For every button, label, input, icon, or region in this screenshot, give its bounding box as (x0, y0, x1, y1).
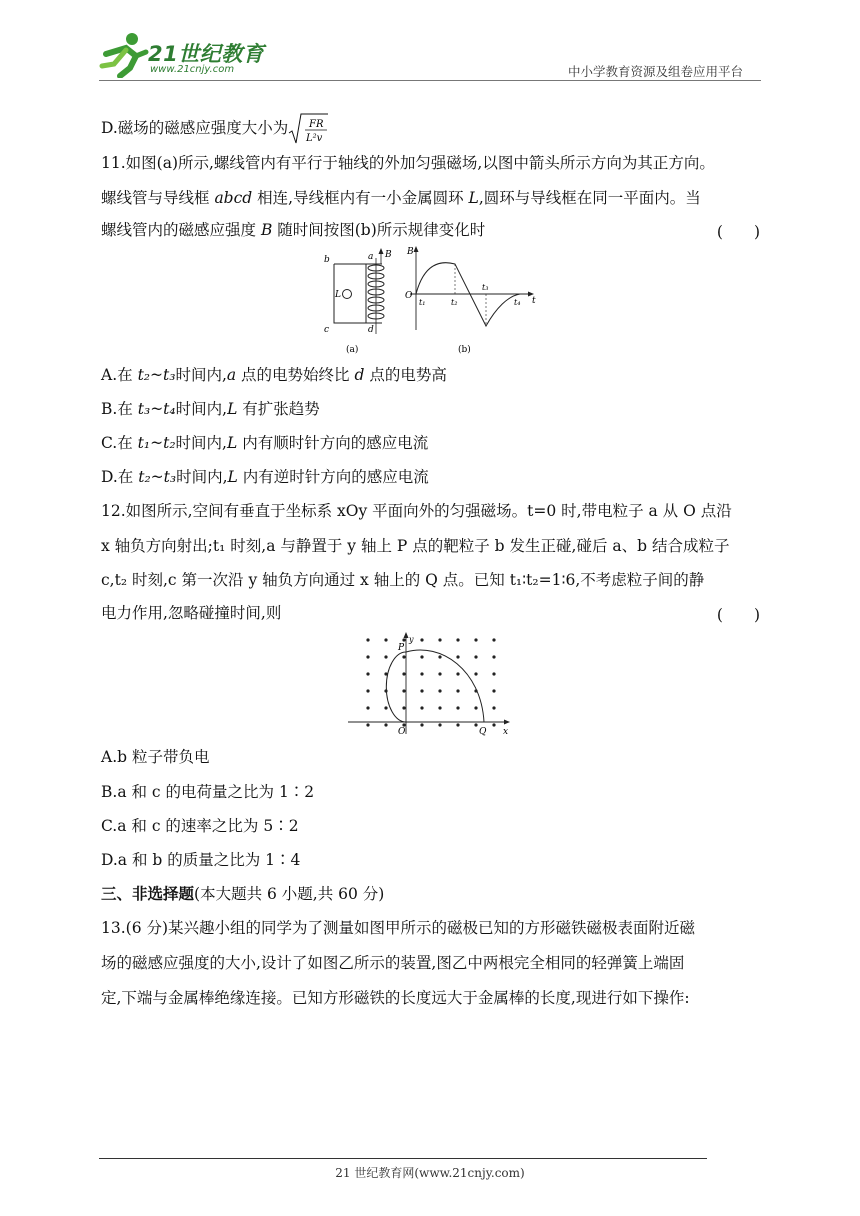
text-run: 时间内, (176, 468, 228, 486)
text-run: 点的电势始终比 (236, 366, 355, 384)
sqrt-radical-icon (288, 112, 328, 146)
text-run: C.在 (101, 434, 138, 452)
field-dot-icon (456, 706, 459, 709)
q10-option-d-text: D.磁场的磁感应强度大小为 (101, 119, 289, 137)
caption-a: (a) (346, 345, 359, 355)
text-run: 螺线管与导线框 (101, 189, 215, 207)
q13-stem-line1: 13.(6 分)某兴趣小组的同学为了测量如图甲所示的磁极已知的方形磁铁磁极表面附近磁 (101, 919, 696, 937)
runner-logo-icon (96, 30, 152, 78)
logo-url: www.21cnjy.com (150, 64, 235, 75)
tick-t1: t₁ (419, 298, 426, 307)
q13-stem-line2: 场的磁感应强度的大小,设计了如图乙所示的装置,图乙中两根完全相同的轻弹簧上端固 (101, 954, 685, 972)
field-dot-icon (366, 655, 369, 658)
caption-b: (b) (458, 345, 471, 355)
q11-option-b (101, 399, 320, 419)
label-b: b (324, 255, 330, 265)
field-dot-icon (420, 672, 423, 675)
field-dot-icon (402, 638, 405, 641)
field-dot-icon (474, 672, 477, 675)
q12-option-a: A.b 粒子带负电 (101, 748, 210, 766)
field-dot-icon (438, 655, 441, 658)
origin-label: O (405, 291, 413, 301)
field-dot-icon (366, 638, 369, 641)
var-L: L (468, 189, 479, 207)
field-dot-icon (366, 689, 369, 692)
q10-option-d (101, 112, 328, 146)
time-interval: t₂~t₃ (138, 468, 177, 486)
time-interval: t₁~t₂ (137, 434, 176, 452)
field-dot-icon (438, 638, 441, 641)
frac-denominator: L²v (306, 133, 323, 144)
figure-b-graph (405, 246, 536, 355)
field-dot-icon (456, 672, 459, 675)
q11-stem-line1: 11.如图(a)所示,螺线管内有平行于轴线的外加匀强磁场,以图中箭头所示方向为其正方向。 (101, 154, 715, 172)
logo-text: 21世纪教育 (148, 42, 265, 66)
field-dot-icon (456, 638, 459, 641)
field-dot-icon (456, 723, 459, 726)
text-run: ,圆环与导线框在同一平面内。当 (478, 189, 701, 207)
field-dot-icon (384, 706, 387, 709)
field-dot-icon (456, 655, 459, 658)
footer-rule (99, 1158, 707, 1159)
field-dot-icon (438, 706, 441, 709)
field-dot-icon (402, 655, 405, 658)
field-dot-icon (384, 723, 387, 726)
q11-option-c (101, 433, 428, 453)
text-run: 随时间按图(b)所示规律变化时 (272, 221, 486, 239)
q12-stem-line4: 电力作用,忽略碰撞时间,则 (101, 604, 282, 622)
q11-answer-paren: ( ) (716, 223, 760, 241)
field-dot-icon (492, 672, 495, 675)
label-d: d (368, 325, 374, 335)
frac-numerator: FR (309, 119, 324, 130)
field-dot-icon (492, 638, 495, 641)
q12-stem-line1: 12.如图所示,空间有垂直于坐标系 xOy 平面向外的匀强磁场。t=0 时,带电粒子 a 从 O 点沿 (101, 502, 732, 520)
sqrt-expression (288, 112, 328, 146)
field-dot-icon (366, 706, 369, 709)
field-dot-icon (492, 689, 495, 692)
field-dot-icon (474, 723, 477, 726)
text-run: 有扩张趋势 (237, 400, 320, 418)
metal-ring-icon (343, 290, 352, 299)
footer-text: 21 世纪教育网(www.21cnjy.com) (335, 1166, 525, 1180)
field-dot-icon (492, 723, 495, 726)
text-run: 时间内, (175, 400, 228, 418)
q12-option-b: B.a 和 c 的电荷量之比为 1∶2 (101, 783, 315, 801)
section3-heading (101, 884, 384, 904)
field-dot-icon (384, 638, 387, 641)
q12-stem-line2: x 轴负方向射出;t₁ 时刻,a 与静置于 y 轴上 P 点的靶粒子 b 发生正碰,碰后 a、b 结合成粒子 (101, 537, 730, 555)
text-run: 内有逆时针方向的感应电流 (237, 468, 429, 486)
q13-stem-line3: 定,下端与金属棒绝缘连接。已知方形磁铁的长度远大于金属棒的长度,现进行如下操作: (101, 989, 690, 1007)
field-dot-icon (438, 672, 441, 675)
var: d (354, 366, 365, 384)
field-dot-icon (420, 706, 423, 709)
text-run: 点的电势高 (364, 366, 447, 384)
label-B: B (385, 250, 392, 260)
field-dot-icon (492, 655, 495, 658)
field-arrow-icon (379, 248, 384, 254)
label-c: c (324, 325, 330, 335)
axis-label-y: y (409, 635, 414, 644)
axis-label-t: t (532, 296, 536, 306)
var: L (226, 434, 238, 452)
q11-figure (318, 244, 550, 360)
text-run: 时间内, (175, 434, 227, 452)
var: L (227, 468, 238, 486)
field-dot-icon (474, 706, 477, 709)
text-run: D.在 (101, 468, 139, 486)
var: L (227, 400, 238, 418)
q11-option-d (101, 467, 429, 487)
field-dot-icon (420, 689, 423, 692)
field-dot-icon (366, 672, 369, 675)
point-P: P (398, 643, 405, 653)
field-dot-icon (366, 723, 369, 726)
q12-answer-paren: ( ) (716, 606, 760, 624)
text-run: A.在 (101, 366, 138, 384)
var: a (226, 366, 237, 384)
label-L: L (335, 290, 341, 300)
field-dot-icon (474, 655, 477, 658)
q12-stem-line3: c,t₂ 时刻,c 第一次沿 y 轴负方向通过 x 轴上的 Q 点。已知 t₁∶t₂=1∶6,不考虑粒子间的静 (101, 571, 705, 589)
q11-stem-line3 (101, 220, 485, 240)
figure-a (324, 248, 392, 355)
tick-t3: t₃ (482, 283, 489, 292)
field-dot-icon (402, 672, 405, 675)
var-abcd: abcd (214, 189, 253, 207)
header-platform-text: 中小学教育资源及组卷应用平台 (568, 64, 744, 79)
field-dot-icon (402, 689, 405, 692)
field-dot-icon (438, 723, 441, 726)
field-dot-icon (474, 638, 477, 641)
field-dot-icon (402, 706, 405, 709)
field-dot-icon (384, 655, 387, 658)
q12-option-c: C.a 和 c 的速率之比为 5∶2 (101, 817, 299, 835)
field-dot-icon (438, 689, 441, 692)
text-run: B.在 (101, 400, 138, 418)
origin-O: O (398, 727, 406, 737)
field-dot-icon (420, 655, 423, 658)
magnetic-field-dots (366, 638, 495, 726)
field-dot-icon (492, 706, 495, 709)
axis-label-x: x (503, 727, 509, 737)
section-note: (本大题共 6 小题,共 60 分) (194, 885, 385, 903)
tick-t2: t₂ (451, 298, 458, 307)
field-dot-icon (420, 723, 423, 726)
point-Q: Q (479, 727, 487, 737)
section-title: 三、非选择题 (101, 884, 195, 903)
var-B: B (260, 221, 273, 239)
tick-t4: t₄ (514, 298, 521, 307)
text-run: 相连,导线框内有一小金属圆环 (252, 189, 469, 207)
text-run: 时间内, (175, 366, 227, 384)
text-run: 螺线管内的磁感应强度 (101, 221, 261, 239)
time-interval: t₂~t₃ (137, 366, 176, 384)
field-dot-icon (456, 689, 459, 692)
q12-figure (346, 630, 516, 738)
axis-label-B: B (407, 247, 414, 257)
particle-trajectory (386, 650, 484, 722)
q11-option-a (101, 365, 447, 385)
q11-stem-line2 (101, 188, 701, 208)
q12-option-d: D.a 和 b 的质量之比为 1∶4 (101, 851, 301, 869)
field-dot-icon (420, 638, 423, 641)
header-rule (99, 80, 761, 81)
text-run: 内有顺时针方向的感应电流 (237, 434, 429, 452)
label-a: a (368, 252, 374, 262)
time-interval: t₃~t₄ (137, 400, 176, 418)
